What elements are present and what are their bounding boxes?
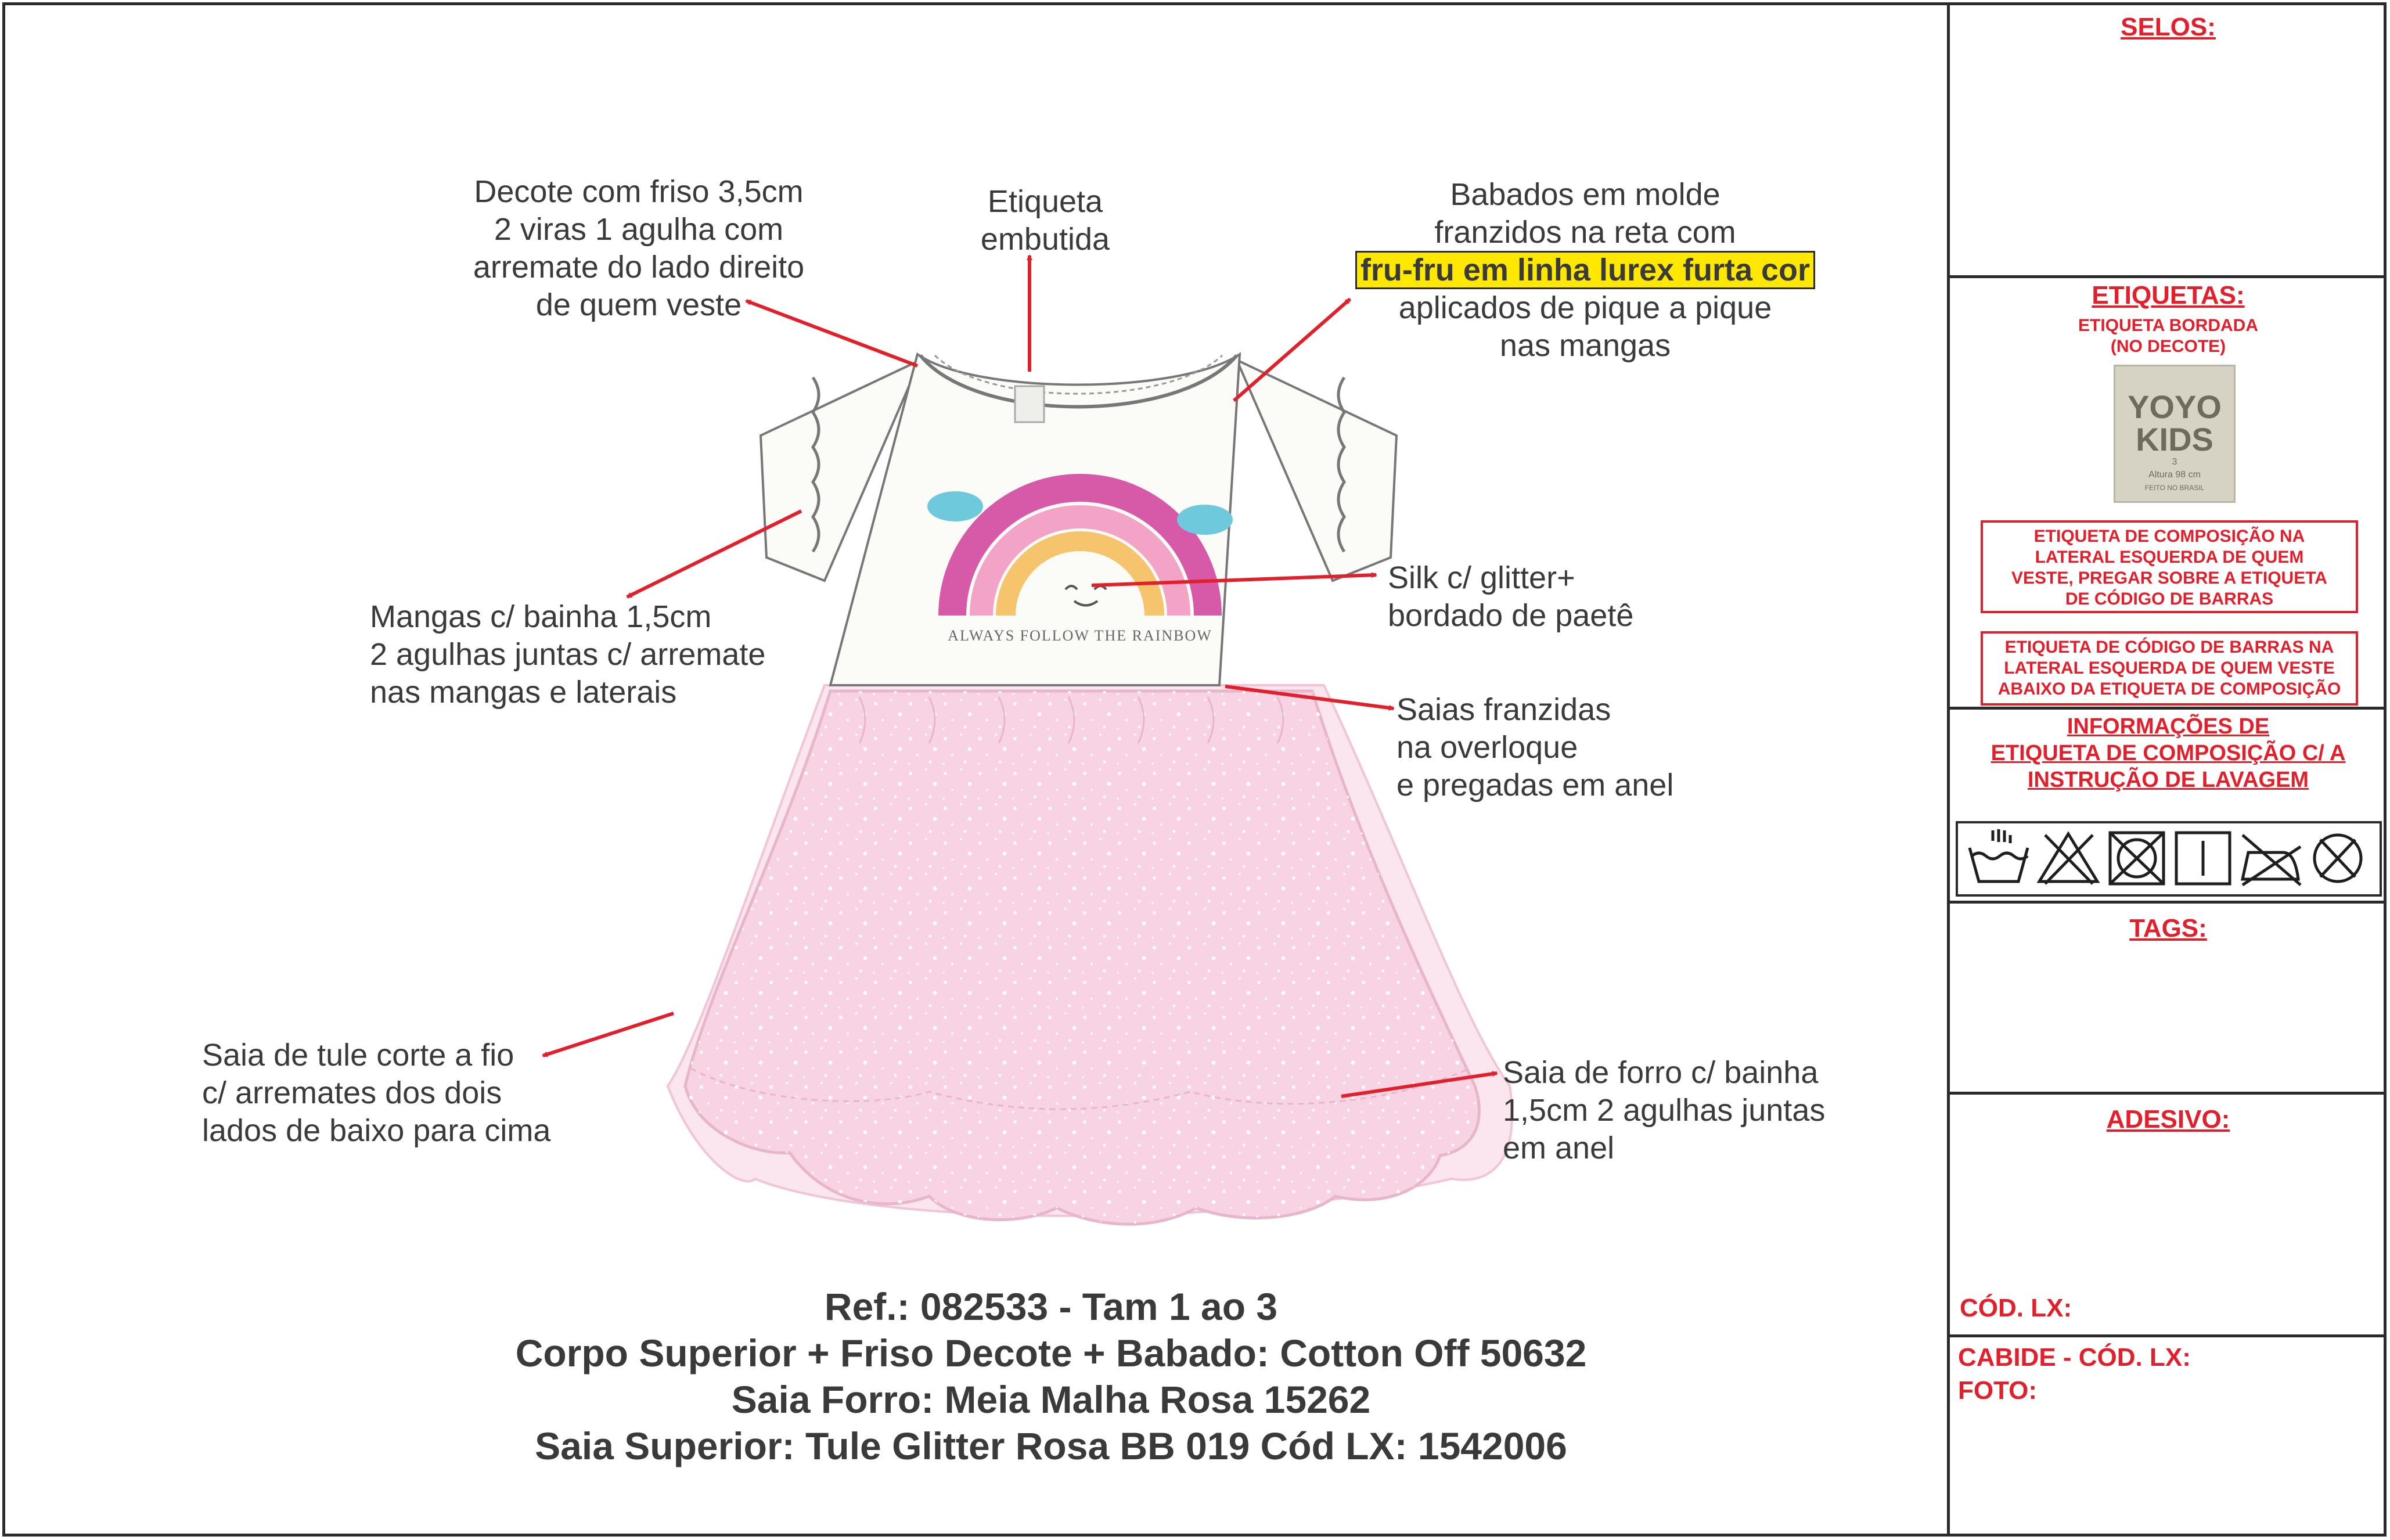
annotation-sleeves: Mangas c/ bainha 1,5cm 2 agulhas juntas c/ arremate nas mangas e laterais bbox=[370, 599, 766, 710]
panel-divider bbox=[1947, 275, 2387, 278]
yoyo-kids-label: YOYO KIDS 3 Altura 98 cm FEITO NO BRASIL bbox=[2114, 365, 2236, 503]
section-adesivo: ADESIVO: bbox=[2106, 1105, 2230, 1134]
annotation-lining: Saia de forro c/ bainha 1,5cm 2 agulhas juntas em anel bbox=[1503, 1055, 1826, 1165]
hand-wash-icon bbox=[1970, 829, 2028, 881]
annotation-ruffles: Babados em molde franzidos na reta com fru-fru em linha lurex furta cor aplicados de pique a pique nas mangas bbox=[1306, 176, 1864, 365]
cod-lx-label: CÓD. LX: bbox=[1960, 1294, 2072, 1322]
care-symbols bbox=[1956, 821, 2382, 897]
panel-divider bbox=[1947, 901, 2387, 904]
footer-lining: Saia Forro: Meia Malha Rosa 15262 bbox=[731, 1378, 1371, 1421]
line-dry-icon bbox=[2176, 833, 2230, 884]
embroidered-label-caption: ETIQUETA BORDADA (NO DECOTE) bbox=[2078, 316, 2258, 356]
cabide-label: CABIDE - CÓD. LX: bbox=[1958, 1343, 2191, 1372]
footer-upper-body: Corpo Superior + Friso Decote + Babado: Cotton Off 50632 bbox=[515, 1332, 1587, 1375]
annotation-label: Etiqueta embutida bbox=[980, 184, 1110, 257]
annotation-neckline: Decote com friso 3,5cm 2 viras 1 agulha com arremate do lado direito de quem veste bbox=[473, 174, 805, 322]
section-selos: SELOS: bbox=[2121, 13, 2216, 41]
no-bleach-icon bbox=[2039, 834, 2097, 884]
section-tags: TAGS: bbox=[2129, 914, 2207, 942]
section-informacoes: INFORMAÇÕES DE ETIQUETA DE COMPOSIÇÃO C/ A INSTRUÇÃO DE LAVAGEM bbox=[1991, 714, 2346, 792]
panel-divider bbox=[1947, 1092, 2387, 1095]
footer-ref: Ref.: 082533 - Tam 1 ao 3 bbox=[824, 1285, 1278, 1328]
footer-tulle: Saia Superior: Tule Glitter Rosa BB 019 Cód LX: 1542006 bbox=[535, 1424, 1567, 1467]
composition-label-box: ETIQUETA DE COMPOSIÇÃO NA LATERAL ESQUERDA DE QUEM VESTE, PREGAR SOBRE A ETIQUETA DE CÓDIGO DE BARRAS bbox=[1981, 520, 2358, 613]
no-tumble-dry-icon bbox=[2110, 833, 2164, 884]
annotation-tulle: Saia de tule corte a fio c/ arremates dos dois lados de baixo para cima bbox=[202, 1038, 551, 1148]
barcode-label-box: ETIQUETA DE CÓDIGO DE BARRAS NA LATERAL ESQUERDA DE QUEM VESTE ABAIXO DA ETIQUETA DE COMPOSIÇÃO bbox=[1981, 631, 2358, 706]
panel-divider bbox=[1947, 707, 2387, 710]
section-etiquetas: ETIQUETAS: bbox=[2092, 281, 2245, 310]
iron-low-icon bbox=[2243, 835, 2301, 885]
inner-label bbox=[1015, 386, 1044, 422]
lurex-highlight: fru-fru em linha lurex furta cor bbox=[1355, 251, 1815, 289]
annotation-skirt-gather: Saias franzidas na overloque e pregadas em anel bbox=[1396, 692, 1674, 803]
panel-divider bbox=[1947, 1334, 2387, 1337]
foto-label: FOTO: bbox=[1958, 1376, 2038, 1405]
print-text: ALWAYS FOLLOW THE RAINBOW bbox=[948, 627, 1212, 644]
annotation-print: Silk c/ glitter+ bordado de paetê bbox=[1388, 560, 1634, 633]
no-dry-clean-icon bbox=[2315, 835, 2361, 881]
reference-footer bbox=[290, 1283, 1812, 1469]
sleeve-right bbox=[1237, 360, 1396, 581]
